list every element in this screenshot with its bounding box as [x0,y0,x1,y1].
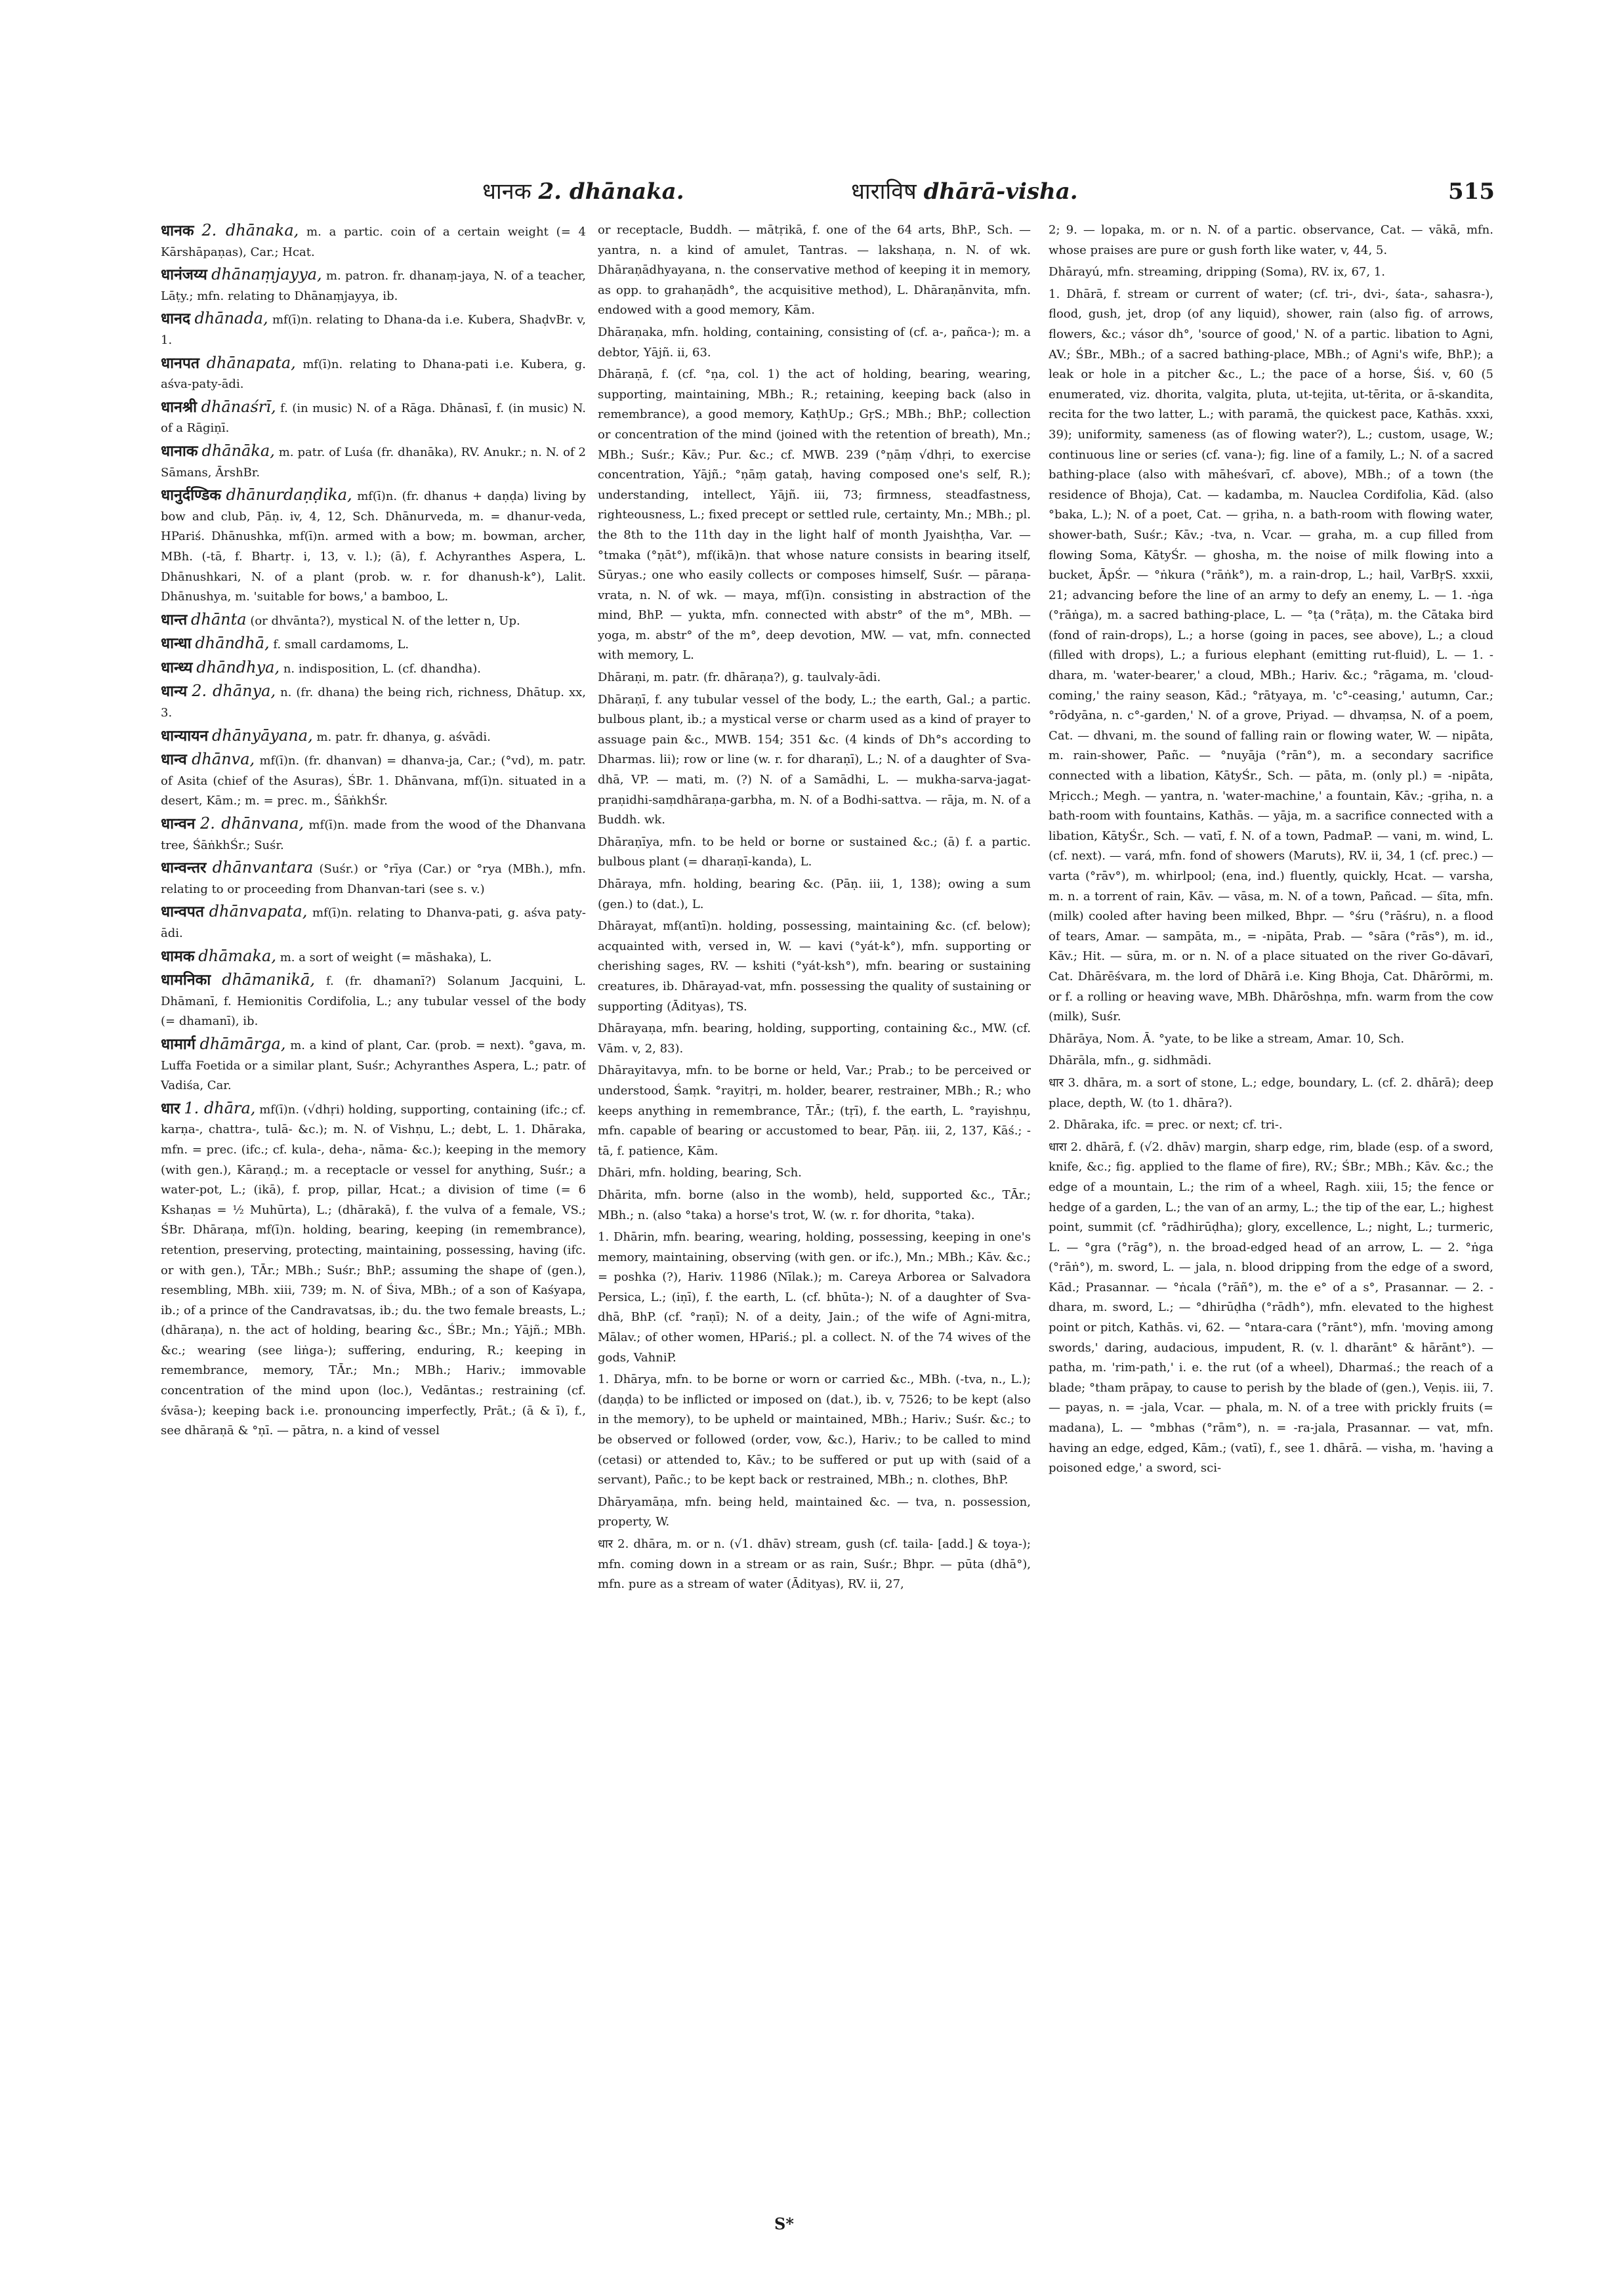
dictionary-paragraph: धार 2. dhāra, m. or n. (√1. dhāv) stream, gush (cf. taila- [add.] & toya-); mfn. coming down in a stream or as rain, Suśr.; Bhpr. — pūta (dhā°), mfn. pure as a stream of water (Ādityas), RV. ii, 27, [598,1537,1031,1592]
dictionary-paragraph: 1. Dhārā, f. stream or current of water; (cf. tri-, dvi-, śata-, sahasra-), flood, gush, jet, drop (of any liquid), shower, rain (also fig. of arrows, flowers, &c.; vásor dh°, 'source of good,' N. of a partic. libation to Agni, AV.; ŚBr., MBh.; of a sacred bathing-place, MBh.; of Agni's wife, BhP.); a leak or hole in a pitcher &c., L.; the pace of a horse, Śiś. v, 60 (5 enumerated, viz. dhorita, valgita, pluta, ut-tejita, ut-tērita, or ā-skandita, recita for the two latter, L.; with paramā, the quickest pace, Kathās. xxxi, 39); uniformity, sameness (as of flowing water?), L.; custom, usage, W.; continuous line or series (cf. vana-); fig. line of a family, L.; N. of a sacred bathing-place (also with māheśvarī, cf. above), MBh.; of a town (the residence of Bhoja), Cat. — kadamba, m. Nauclea Cordifolia, Kād. (also °baka, L.); N. of a poet, Cat. — gṛiha, n. a bath-room with flowing water, shower-bath, Suśr.; Kāv.; -tva, n. Vcar. — graha, m. a cup filled from flowing Soma, KātyŚr. — ghosha, m. the noise of milk flowing into a bucket, ĀpŚr. — °ṅkura (°rāṅk°), m. a rain-drop, L.; hail, VarBṛS. xxxii, 21; advancing before the line of an army to defy an enemy, L. — 1. -ṅga (°rāṅga), m. a sacred bathing-place, L. — °ṭa (°rāṭa), m. the Cātaka bird (fond of rain-drops), L.; a horse (going in paces, see above), L.; a cloud (filled with drops), L.; a furious elephant (emitting rut-fluid), L. — 1. -dhara, m. 'water-bearer,' a cloud, MBh.; Hariv. &c.; °rāgama, m. 'cloud-coming,' the rainy season, Kād.; °rātyaya, m. 'c°-ceasing,' autumn, Car.; °rōdyāna, n. c°-garden,' N. of a grove, Priyad. — dhvaṃsa, N. of a poem, Cat. — dhvani, m. the sound of falling rain or flowing water, W. — nipāta, m. rain-shower, Pañc. — °nuyāja (°rān°), m. a secondary sacrifice connected with a libation, KātyŚr., Sch. — pāta, m. (only pl.) = -nipāta, Mṛicch.; Megh. — yantra, n. 'water-machine,' a fountain, Kāv.; -gṛiha, n. a bath-room with fountains, Kathās. — yāja, m. a sacrifice connected with a libation, KātyŚr., Sch. — vatī, f. N. of a town, PadmaP. — vani, m. wind, L. (cf. next). — vará, mfn. fond of showers (Maruts), RV. ii, 34, 1 (cf. prec.) — varta (°rāv°), m. whirlpool; (ena, ind.) fluently, quickly, Hcat. — varsha, m. n. a torrent of rain, Kāv. — vāsa, m. N. of a town, Pañcad. — śīta, mfn. (milk) cooled after having been milked, Bhpr. — °śru (°rāśru), n. a flood of tears, Amar. — sampāta, m., = -nipāta, Prab. — °sāra (°rās°), m. id., Kāv.; Hit. — sūra, m. or n. N. of a place situated on the river Go-dāvarī, Cat. Dhārēśvara, m. the lord of Dhārā i.e. King Bhoja, Cat. Dhārōrmi, m. or f. a rolling or heaving wave, MBh. Dhārōshṇa, mfn. warm from the cow (milk), Suśr. [1049,287,1493,1024]
entry-definition: (or dhvānta?), mystical N. of the letter n, Up. [250,613,520,628]
dictionary-paragraph: 2; 9. — lopaka, m. or n. N. of a partic. observance, Cat. — vākā, mfn. whose praises are pure or gush forth like water, v, 44, 5. [1049,223,1493,257]
entry-transliteration: 2. dhānya, [192,682,276,701]
dictionary-paragraph: Dhāri, mfn. holding, bearing, Sch. [598,1166,802,1180]
entry-definition: mf(ī)n. relating to Dhanva-pati, g. aśva paty-ādi. [161,906,586,940]
entry-definition: mf(ī)n. relating to Dhana-pati i.e. Kubera, g. aśva-paty-ādi. [161,357,586,392]
dictionary-entry [161,308,586,350]
dictionary-entry [161,353,586,395]
entry-headword: धामार्ग [161,1035,196,1053]
entry-transliteration: dhānaśrī, [201,397,276,416]
entry-definition: m. a sort of weight (= māshaka), L. [280,950,492,964]
entry-headword: धान्ध्य [161,658,193,676]
entry-headword: धानपत [161,354,200,372]
dictionary-paragraph: 1. Dhārya, mfn. to be borne or worn or carried &c., MBh. (-tva, n., L.); (daṇḍa) to be inflicted or imposed on (dat.), ib. v, 7526; to be kept (also in the memory), to be upheld or maintained, MBh.; Hariv.; Suśr. &c.; to be observed or followed (order, vow, &c.), Hariv.; to be called to mind (cetasi) or attended to, Kāv.; to be suffered or put up with (said of a servant), Pañc.; to be kept back or restrained, MBh.; n. clothes, BhP. [598,1373,1031,1487]
dictionary-paragraph: Dhārāya, Nom. Ā. °yate, to be like a stream, Amar. 10, Sch. [1049,1031,1405,1046]
entry-headword: धार [161,1099,180,1117]
entry-definition: mf(ī)n. (fr. dhanus + daṇḍa) living by bow and club, Pāṇ. iv, 4, 12, Sch. Dhānurveda, m. = dhanur-veda, HPariś. Dhānushka, mf(ī)n. armed with a bow; m. bowman, archer, MBh. (-tā, f. Bhartṛ. i, 13, v. l.); (ā), f. Achyranthes Aspera, L. Dhānushkari, N. of a plant (prob. w. r. for dhanush-k°), Lalit. Dhānushya, m. 'suitable for bows,' a bamboo, L. [161,489,586,604]
entry-transliteration: dhāmaka, [198,946,276,965]
signature-mark: S* [774,2214,794,2233]
dictionary-entry [161,610,586,632]
entry-definition: mf(ī)n. (fr. dhanvan) = dhanva-ja, Car.; (°vd), m. patr. of Asita (chief of the Asuras), ŚBr. 1. Dhānvana, mf(ī)n. situated in a desert, Kām.; m. = prec. m., ŚāṅkhŚr. [161,754,586,808]
entry-transliteration: 2. dhānaka, [201,221,299,239]
entry-headword: धान्वन्तर [161,859,207,877]
entry-definition: (Suśr.) or °rīya (Car.) or °rya (MBh.), mfn. relating to or proceeding from Dhanvan-tari (see s. v.) [161,862,586,896]
entry-headword: धामनिका [161,971,211,989]
entry-transliteration: 1. dhāra, [184,1098,256,1117]
entry-definition: mf(ī)n. (√dhṛi) holding, supporting, containing (ifc.; cf. karṇa-, chattra-, tulā- &c.); m. N. of Vishṇu, L.; debt, L. 1. Dhāraka, mfn. = prec. (ifc.; cf. kula-, deha-, nāma- &c.); keeping in the memory (with gen.), Kāraṇḍ.; m. a receptacle or vessel for anything, Suśr.; a water-pot, L.; (ikā), f. prop, pillar, Hcat.; a division of time (= 6 Kshaṇas = ½ Muhūrta), L.; (dhārakā), f. the vulva of a female, VS.; ŚBr. Dhāraṇa, mf(ī)n. holding, bearing, keeping (in remembrance), retention, preserving, protecting, maintaining, possessing, having (ifc. or with gen.), TĀr.; MBh.; Suśr.; BhP.; assuming the shape of (gen.), resembling, MBh. xiii, 739; m. N. of Śiva, MBh.; of a son of Kaśyapa, ib.; of a prince of the Candravatsas, ib.; du. the two female breasts, L.; (dhāraṇa), n. the act of holding, bearing &c., ŚBr.; Mn.; Yājñ.; MBh. &c.; wearing (see liṅga-); suffering, enduring, R.; keeping in remembrance, memory, TĀr.; Mn.; MBh.; Hariv.; immovable concentration of the mind upon (loc.), Vedāntas.; restraining (cf. śvāsa-); keeping back i.e. pronouncing imperfectly, Prāt.; (ā & ī), f., see dhāraṇā & °ṇī. — pātra, n. a kind of vessel [161,1102,586,1438]
entry-headword: धामक [161,947,195,965]
entry-definition: f. (fr. dhamanī?) Solanum Jacquini, L. Dhāmanī, f. Hemionitis Cordifolia, L.; any tubular vessel of the body (= dhamanī), ib. [161,974,586,1029]
entry-definition: m. a partic. coin of a certain weight (= 4 Kārshāpaṇas), Car.; Hcat. [161,225,586,259]
dictionary-entry [161,946,586,968]
entry-definition: m. patr. fr. dhanya, g. aśvādi. [316,730,491,744]
entry-transliteration: dhānta [191,610,247,629]
dictionary-paragraph: धारा 2. dhārā, f. (√2. dhāv) margin, sharp edge, rim, blade (esp. of a sword, knife, &c.; fig. applied to the flame of fire), RV.; ŚBr.; MBh.; Kāv. &c.; the edge of a mountain, L.; the rim of a wheel, Ragh. xiii, 15; the fence or hedge of a garden, L.; the van of an army, L.; the tip of the ear, L.; highest point, summit (cf. °rādhirūḍha); glory, excellence, L.; night, L.; turmeric, L. — °gra (°rāg°), n. the broad-edged head of an arrow, L. — 2. °ṅga (°rāṅ°), m. sword, L. — jala, n. blood dripping from the edge of a sword, Kād.; Prasannar. — °ṅcala (°rāñ°), m. the e° of a s°, Prasannar. — 2. -dhara, m. sword, L.; — °dhirūḍha (°rādh°), mfn. elevated to the highest point or pitch, Kathās. vi, 62. — °ntara-cara (°rānt°), mfn. 'moving among swords,' daring, audacious, impudent, R. (v. l. dharānt° & hārānt°). — patha, m. 'rim-path,' i. e. the rut (of a wheel), Dharmaś.; the reach of a blade; °tham prāpay, to cause to perish by the blade of (gen.), Veṇis. iii, 7. — payas, n. = -jala, Vcar. — phala, m. N. of a tree with prickly fruits (= madana), L. — °mbhas (°rām°), n. = -ra-jala, Prasannar. — vat, mfn. having an edge, edged, Kām.; (vatī), f., see 1. dhārā. — visha, m. 'having a poisoned edge,' a sword, sci- [1049,1140,1493,1476]
dictionary-paragraph: Dhārayitavya, mfn. to be borne or held, Var.; Prab.; to be perceived or understood, Śaṃk. °rayitṛi, m. holder, bearer, restrainer, MBh.; R.; who keeps anything in remembrance, TĀr.; (tṛī), f. the earth, L. °rayishṇu, mfn. capable of bearing or accustomed to bear, Pāṇ. iii, 2, 137, Kāś.; -tā, f. patience, Kām. [598,1064,1031,1158]
left-head-devanagari: धानक [482,178,531,205]
entry-definition: n. indisposition, L. (cf. dhandha). [283,661,481,676]
dictionary-entry [161,264,586,306]
dictionary-paragraph: Dhāraya, mfn. holding, bearing &c. (Pāṇ. iii, 1, 138); owing a sum (gen.) to (dat.), L. [598,877,1031,911]
entry-headword: धान्वपत [161,903,204,921]
entry-definition: f. (in music) N. of a Rāga. Dhānasī, f. (in music) N. of a Rāgiṇī. [161,401,586,436]
dictionary-paragraph: Dhāryamāṇa, mfn. being held, maintained &c. — tva, n. possession, property, W. [598,1495,1031,1529]
dictionary-entry [161,1098,586,1441]
right-head-label: dhārā-visha. [923,178,1078,205]
dictionary-entry [161,749,586,812]
entry-transliteration: dhānvapata, [209,902,308,921]
dictionary-entry [161,220,586,262]
entry-headword: धान्त [161,610,188,629]
dictionary-paragraph: Dhārāla, mfn., g. sidhmādi. [1049,1054,1212,1068]
entry-transliteration: dhānāka, [201,441,275,460]
dictionary-paragraph: Dhārayat, mf(antī)n. holding, possessing, maintaining &c. (cf. below); acquainted with, versed in, W. — kavi (°yát-k°), mfn. supporting or cherishing sages, RV. — kshiti (°yát-ksh°), mfn. bearing or sustaining creatures, ib. Dhārayad-vat, mfn. possessing the quality of sustaining or supporting (Ādityas), TS. [598,919,1031,1014]
column-2 [598,220,1031,2225]
entry-transliteration: dhānaṃjayya, [211,265,322,284]
column-3 [1049,220,1493,2225]
dictionary-paragraph: Dhārita, mfn. borne (also in the womb), held, supported &c., TĀr.; MBh.; n. (also °taka) a horse's trot, W. (w. r. for dhorita, °taka). [598,1188,1031,1222]
entry-definition: m. a kind of plant, Car. (prob. = next). °gava, m. Luffa Foetida or a similar plant, Suśr.; Achyranthes Aspera, L.; patr. of Vadiśa, Car. [161,1038,586,1093]
dictionary-entry [161,485,586,608]
dictionary-entry [161,657,586,680]
entry-headword: धानश्री [161,398,198,416]
entry-definition: f. small cardamoms, L. [273,638,409,652]
entry-headword: धान्य [161,682,188,701]
entry-headword: धानद [161,310,191,328]
dictionary-paragraph: धार 3. dhāra, m. a sort of stone, L.; edge, boundary, L. (cf. 2. dhārā); deep place, depth, W. (to 1. dhāra?). [1049,1075,1493,1110]
entry-transliteration: dhāndhya, [196,657,280,676]
entry-transliteration: dhānapata, [206,353,296,372]
entry-transliteration: dhānva, [192,750,255,769]
entry-headword: धान्वन [161,815,196,833]
column-1 [161,220,586,2225]
entry-transliteration: dhānyāyana, [212,726,313,745]
right-head-devanagari: धाराविष [851,178,917,205]
dictionary-paragraph: Dhārayaṇa, mfn. bearing, holding, supporting, containing &c., MW. (cf. Vām. v, 2, 83). [598,1022,1031,1056]
dictionary-entry [161,441,586,483]
dictionary-paragraph: 1. Dhārin, mfn. bearing, wearing, holding, possessing, keeping in one's memory, maintaining, observing (with gen. or ifc.), Mn.; MBh.; Kāv. &c.; = poshka (?), Hariv. 11986 (Nīlak.); m. Careya Arborea or Salvadora Persica, L.; (iṇī), f. the earth, L. (cf. bhūta-); N. of a daughter of Sva-dhā, BhP. (cf. °raṇī); N. of a deity, Jain.; of the wife of Agni-mitra, Mālav.; of other women, HPariś.; pl. a collect. N. of the 74 wives of the gods, VahniP. [598,1230,1031,1365]
entry-transliteration: dhānurdaṇḍika, [226,486,352,505]
dictionary-entry [161,1034,586,1096]
dictionary-paragraph: Dhāraṇi, m. patr. (fr. dhāraṇa?), g. taulvaly-ādi. [598,671,881,685]
dictionary-entry [161,901,586,943]
dictionary-paragraph: Dhārayú, mfn. streaming, dripping (Soma), RV. ix, 67, 1. [1049,265,1385,279]
left-head-label: 2. dhānaka. [538,178,684,205]
entry-headword: धान्यायन [161,726,209,745]
entry-transliteration: 2. dhānvana, [199,814,304,833]
dictionary-paragraph: Dhāraṇī, f. any tubular vessel of the body, L.; the earth, Gal.; a partic. bulbous plant, ib.; a mystical verse or charm used as a kind of prayer to assuage pain &c., MWB. 154; 351 &c. (4 kinds of Dh°s according to Dharmas. lii); row or line (w. r. for dharaṇī), L.; N. of a daughter of Sva-dhā, VP. — mati, m. (?) N. of a Samādhi, L. — mukha-sarva-jagat-praṇidhi-saṃdhāraṇa-garbha, m. N. of a Bodhi-sattva. — rāja, m. N. of a Buddh. wk. [598,692,1031,827]
dictionary-paragraph: 2. Dhāraka, ifc. = prec. or next; cf. tri-. [1049,1118,1283,1132]
right-running-head [851,172,1078,211]
dictionary-entry [161,814,586,856]
entry-transliteration: dhāndhā, [195,634,270,653]
dictionary-entry [161,681,586,723]
entry-definition: m. patron. fr. dhanaṃ-jaya, N. of a teacher, Lāṭy.; mfn. relating to Dhānaṃjayya, ib. [161,269,586,303]
entry-headword: धान्व [161,751,187,769]
dictionary-paragraph: Dhāraṇā, f. (cf. °ṇa, col. 1) the act of holding, bearing, wearing, supporting, maintaining, MBh.; R.; retaining, keeping back (also in remembrance), a good memory, KaṭhUp.; GṛS.; MBh.; BhP.; collection or concentration of the mind (joined with the retention of breath), Mn.; MBh.; Suśr.; Kāv.; Pur. &c.; cf. MWB. 239 (°ṇāṃ √dhṛi, to exercise concentration, Yājñ.; °ṇāṃ gataḥ, having composed one's self, R.); understanding, intellect, Yājñ. iii, 73; firmness, steadfastness, righteousness, L.; fixed precept or settled rule, certainty, Mn.; MBh.; pl. the 8th to the 11th day in the light half of month Jyaishṭha, Var. — °tmaka (°ṇāt°), mf(ikā)n. that whose nature consists in bearing itself, Sūryas.; one who easily collects or composes himself, Suśr. — pāraṇa-vrata, n. N. of wk. — maya, mf(ī)n. consisting in abstraction of the mind, BhP. — yukta, mfn. connected with abstr° of the m°, MBh. — yoga, m. abstr° of the m°, deep devotion, MW. — vat, mfn. connected with memory, L. [598,367,1031,663]
entry-definition: mf(ī)n. relating to Dhana-da i.e. Kubera, ShaḍvBr. v, 1. [161,313,586,347]
page-number: 515 [1448,178,1495,205]
entry-definition: m. patr. of Luśa (fr. dhanāka), RV. Anukr.; n. N. of 2 Sāmans, ĀrshBr. [161,445,586,480]
entry-headword: धानुर्दण्डिक [161,486,221,505]
dictionary-entry [161,726,586,748]
entry-headword: धानंजय्य [161,266,207,284]
entry-definition: mf(ī)n. made from the wood of the Dhanvana tree, ŚāṅkhŚr.; Suśr. [161,818,586,852]
entry-transliteration: dhānvantara [212,858,314,877]
entry-definition: n. (fr. dhana) the being rich, richness, Dhātup. xx, 3. [161,686,586,720]
entry-headword: धान्धा [161,634,192,653]
page-header [161,172,1495,211]
dictionary-paragraph: Dhāraṇaka, mfn. holding, containing, consisting of (cf. a-, pañca-); m. a debtor, Yājñ. ii, 63. [598,325,1031,360]
dictionary-entry [161,397,586,439]
dictionary-paragraph: or receptacle, Buddh. — mātṛikā, f. one of the 64 arts, BhP., Sch. — yantra, n. a kind of amulet, Tantras. — lakshaṇa, n. N. of wk. Dhāraṇādhyayana, n. the conservative method of keeping it in memory, as opp. to grahaṇādh°, the acquisitive method), L. Dhāraṇānvita, mfn. endowed with a good memory, Kām. [598,223,1031,318]
entry-transliteration: dhāmārga, [199,1034,286,1053]
entry-transliteration: dhānada, [194,309,268,328]
entry-headword: धानाक [161,442,198,460]
dictionary-entry [161,633,586,655]
left-running-head [482,172,684,211]
dictionary-paragraph: Dhāraṇīya, mfn. to be held or borne or sustained &c.; (ā) f. a partic. bulbous plant (= dharaṇī-kanda), L. [598,835,1031,869]
dictionary-entry [161,970,586,1032]
dictionary-entry [161,858,586,899]
entry-headword: धानक [161,222,194,239]
entry-transliteration: dhāmanikā, [222,970,316,989]
